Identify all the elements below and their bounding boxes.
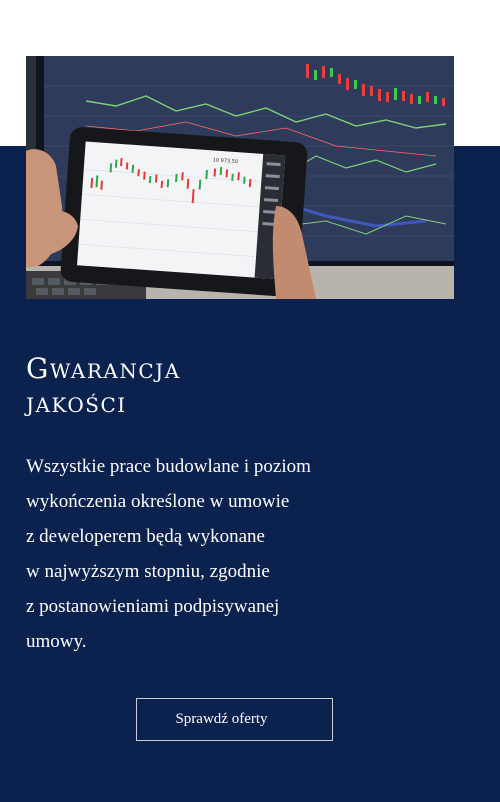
section-body [26, 449, 426, 659]
section-title-line-1: Gwarancja [26, 352, 181, 385]
section-title-line-2: jakości [26, 386, 127, 419]
body-line: umowy. [26, 631, 87, 652]
body-line: w najwyższym stopniu, zgodnie [26, 561, 270, 582]
body-line: Wszystkie prace budowlane i poziom [26, 456, 311, 477]
check-offers-button[interactable]: Sprawdź oferty [136, 698, 333, 741]
tablet-readout: 10 973.50 [212, 157, 239, 166]
section-title [26, 352, 446, 420]
body-line: wykończenia określone w umowie [26, 491, 290, 512]
body-line: z deweloperem będą wykonane [26, 526, 265, 547]
body-line: z postanowieniami podpisywanej [26, 596, 280, 617]
hero-image [26, 56, 454, 299]
